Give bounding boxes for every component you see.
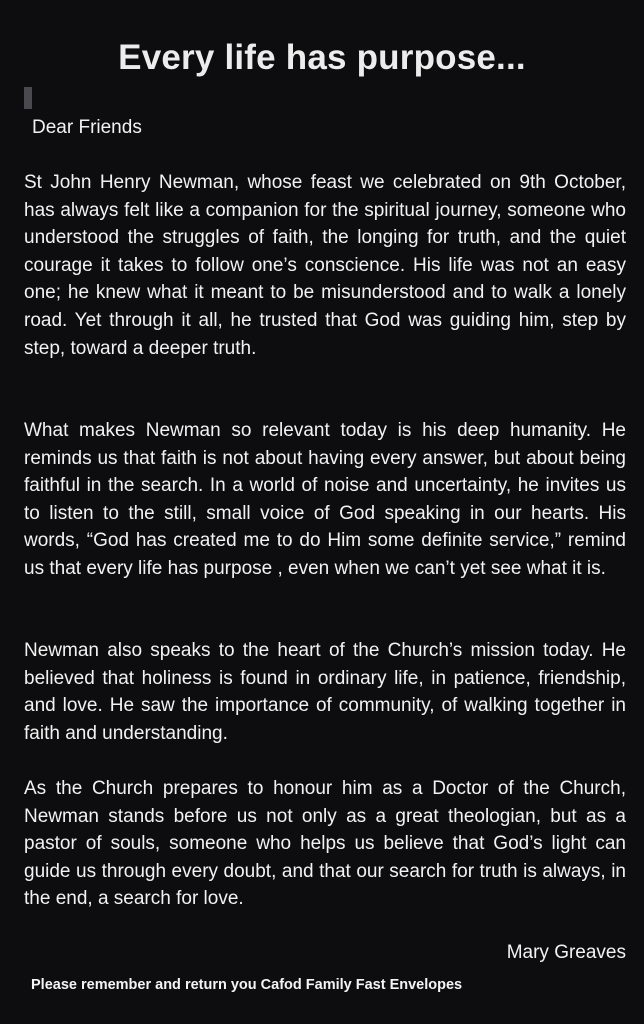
paragraph-2: What makes Newman so relevant today is his deep humanity. He reminds us that faith is not about having every answer, but about being faithful in the search. In a world of noise and uncertainty, he invites us to listen to the still, small voice of God speaking in our hearts. His words, “God has created me to do Him some definite service,” remind us that every life has purpose , even when we can’t yet see what it is. — [24, 420, 626, 579]
page-title: Every life has purpose... — [118, 38, 526, 77]
salutation: Dear Friends — [32, 117, 142, 138]
paragraph-3: Newman also speaks to the heart of the Church’s mission today. He believed that holiness is found in ordinary life, in patience, friendship, and love. He saw the importance of community, of walking together in faith and understanding. — [24, 640, 626, 744]
footer-reminder: Please remember and return you Cafod Family Fast Envelopes — [31, 977, 463, 993]
paragraph-4: As the Church prepares to honour him as a Doctor of the Church, Newman stands before us not only as a great theologian, but as a pastor of souls, someone who helps us believe that God’s light can guide us through every doubt, and that our search for truth is always, in the end, a search for love. — [24, 778, 626, 910]
paragraph-1: St John Henry Newman, whose feast we celebrated on 9th October, has always felt like a companion for the spiritual journey, someone who understood the struggles of faith, the longing for truth, and the quiet courage it takes to follow one’s conscience. His life was not an easy one; he knew what it meant to be misunderstood and to walk a lonely road. Yet through it all, he trusted that God was guiding him, step by step, toward a deeper truth. — [24, 172, 626, 359]
text-cursor-marker — [24, 87, 32, 109]
signature: Mary Greaves — [506, 942, 626, 963]
